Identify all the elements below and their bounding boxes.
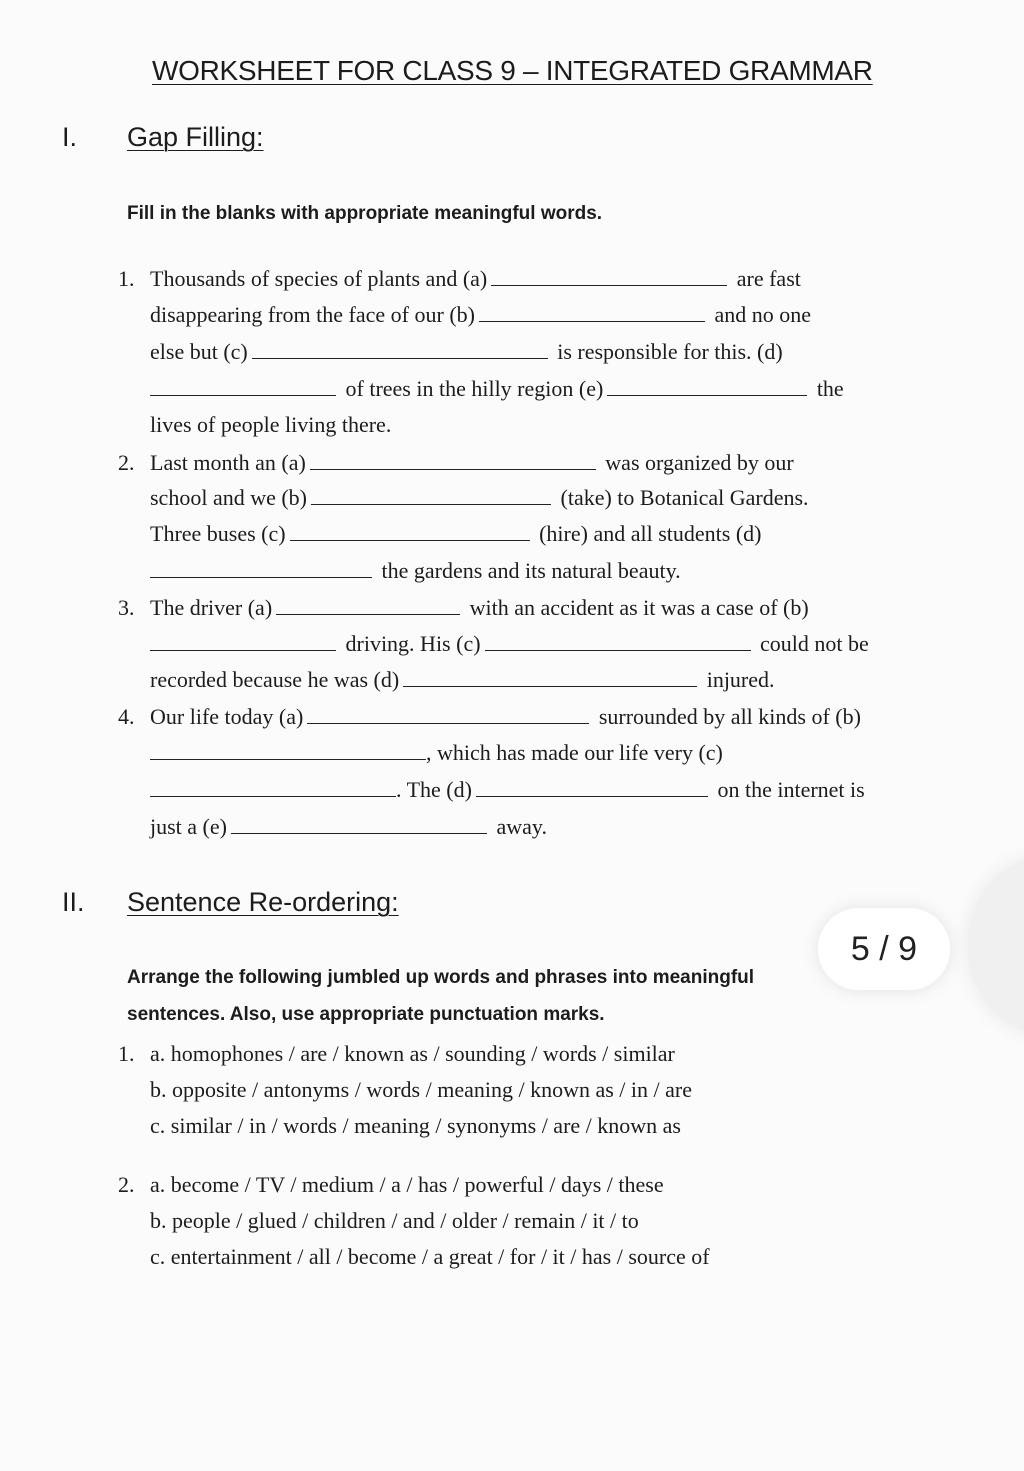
question-3-line-1: The driver (a) with an accident as it was a case of (b) (150, 595, 809, 620)
question-2-line-3: Three buses (c) (hire) and all students (d) (150, 521, 762, 546)
reorder-1-number: 1. (118, 1041, 135, 1066)
reorder-2b: b. people / glued / children / and / older / remain / it / to (150, 1208, 639, 1233)
question-4-number: 4. (118, 704, 135, 729)
question-1-line-5: lives of people living there. (150, 412, 392, 437)
floating-scroll-handle[interactable] (968, 858, 1024, 1033)
question-1-line-1: Thousands of species of plants and (a) are fast (150, 266, 801, 291)
section-1-heading: Gap Filling: (127, 122, 264, 152)
blank-2a[interactable] (310, 453, 596, 470)
reorder-2a: a. become / TV / medium / a / has / powerful / days / these (150, 1172, 664, 1197)
blank-2d[interactable] (150, 561, 372, 578)
blank-1c[interactable] (252, 342, 548, 359)
question-4-line-3: . The (d) on the internet is (150, 777, 865, 803)
question-3-line-3: recorded because he was (d) injured. (150, 667, 775, 692)
reorder-1b: b. opposite / antonyms / words / meaning / known as / in / are (150, 1077, 692, 1102)
question-2-number: 2. (118, 450, 135, 475)
page-indicator: 5 / 9 (818, 908, 950, 990)
section-2-instruction-line-2: sentences. Also, use appropriate punctuation marks. (127, 1004, 605, 1025)
question-1-number: 1. (118, 266, 135, 291)
blank-1a[interactable] (491, 269, 727, 286)
reorder-1a: a. homophones / are / known as / sounding / words / similar (150, 1041, 675, 1066)
blank-4c[interactable] (150, 780, 396, 797)
question-4-line-4: just a (e) away. (150, 814, 547, 839)
question-2-line-2: school and we (b) (take) to Botanical Gardens. (150, 485, 809, 510)
question-4-line-1: Our life today (a) surrounded by all kinds of (b) (150, 704, 861, 729)
question-3-line-2: driving. His (c) could not be (150, 631, 869, 657)
question-1-line-2: disappearing from the face of our (b) and no one (150, 302, 812, 327)
question-1-line-3: else but (c) is responsible for this. (d) (150, 339, 783, 364)
blank-3c[interactable] (485, 634, 751, 651)
blank-4d[interactable] (476, 780, 708, 797)
blank-2b[interactable] (311, 488, 551, 505)
blank-4e[interactable] (231, 817, 487, 834)
question-2-line-1: Last month an (a) was organized by our (150, 450, 794, 475)
blank-4a[interactable] (307, 707, 589, 724)
section-1-numeral: I. (62, 122, 78, 152)
reorder-2c: c. entertainment / all / become / a great / for / it / has / source of (150, 1244, 710, 1269)
question-1-line-4: of trees in the hilly region (e) the (150, 376, 844, 402)
section-1-instruction: Fill in the blanks with appropriate meaningful words. (127, 203, 603, 224)
section-2-heading: Sentence Re-ordering: (127, 887, 399, 917)
blank-4b[interactable] (150, 743, 426, 760)
blank-1b[interactable] (479, 305, 705, 322)
blank-3d[interactable] (403, 670, 697, 687)
blank-2c[interactable] (290, 524, 530, 541)
section-2-instruction-line-1: Arrange the following jumbled up words and phrases into meaningful (127, 967, 755, 988)
section-2-numeral: II. (62, 887, 85, 917)
blank-1e[interactable] (607, 379, 807, 396)
blank-3b[interactable] (150, 634, 336, 651)
blank-1d[interactable] (150, 379, 336, 396)
question-2-line-4: the gardens and its natural beauty. (150, 558, 681, 584)
worksheet-title: WORKSHEET FOR CLASS 9 – INTEGRATED GRAMMAR (152, 55, 873, 86)
reorder-1c: c. similar / in / words / meaning / synonyms / are / known as (150, 1113, 681, 1138)
blank-3a[interactable] (276, 598, 460, 615)
question-3-number: 3. (118, 595, 135, 620)
reorder-2-number: 2. (118, 1172, 135, 1197)
question-4-line-2: , which has made our life very (c) (150, 740, 723, 766)
